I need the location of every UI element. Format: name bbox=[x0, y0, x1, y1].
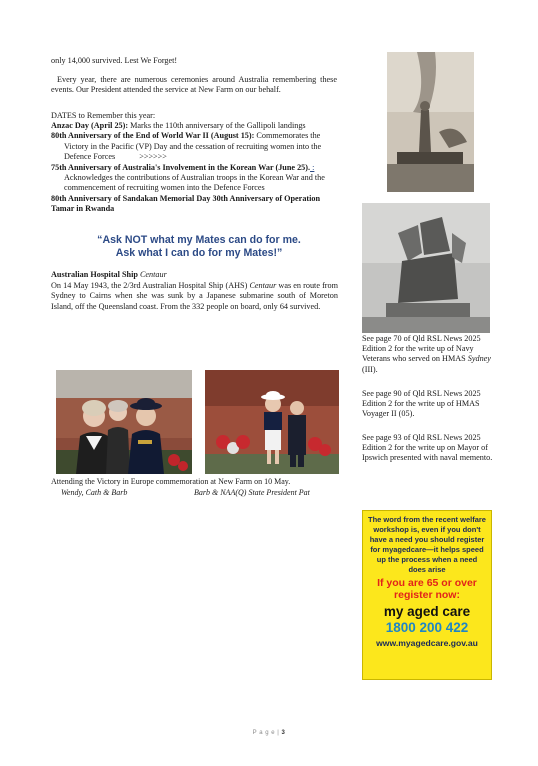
side-note-voyager: See page 90 of Qld RSL News 2025 Edition 2 for the write up of HMAS Voyager II (05). bbox=[362, 389, 481, 419]
centaur-body-1: On 14 May 1943, the 2/3rd Australian Hospital Ship (AHS) bbox=[51, 281, 250, 290]
side-note-text: See page 70 of Qld RSL News 2025 Edition 2 for the write up of Navy Veterans who served on HMAS bbox=[362, 334, 481, 364]
page-number: 3 bbox=[281, 730, 286, 736]
photo-wendy-cath-barb-graphic bbox=[56, 370, 192, 474]
myagedcare-advert bbox=[362, 510, 492, 680]
date-item-anzac bbox=[51, 121, 338, 131]
intro-line: only 14,000 survived. Lest We Forget! bbox=[51, 56, 178, 65]
date-item-korea bbox=[51, 163, 338, 194]
photo-caption: Attending the Victory in Europe commemoration at New Farm on 10 May. bbox=[51, 477, 291, 486]
memorial-sculpture-photo bbox=[387, 52, 474, 192]
side-note-navy bbox=[362, 334, 496, 375]
centaur-heading bbox=[51, 270, 341, 280]
advert-brand: my aged care bbox=[383, 604, 471, 619]
page-footer bbox=[0, 730, 538, 736]
page-label: P a g e bbox=[252, 730, 276, 736]
date-title: 75th Anniversary of Australia's Involvement in the Korean War (June 25). bbox=[51, 162, 311, 172]
centaur-body-italic: Centaur bbox=[249, 281, 277, 290]
advert-url: www.myagedcare.gov.au bbox=[376, 638, 478, 648]
date-item-ww2 bbox=[51, 131, 338, 162]
ceremonies-paragraph bbox=[51, 75, 337, 96]
advert-phone: 1800 200 422 bbox=[385, 620, 469, 635]
centaur-body-2: was en route from Sydney to Cairns when she was sunk by a Japanese submarine south of Moreton Island, off the Queensland coast. From the 332 people on board, only 64 survived. bbox=[51, 281, 338, 311]
page-separator: | bbox=[277, 730, 280, 736]
centaur-body bbox=[51, 281, 338, 312]
date-separator: : bbox=[310, 162, 315, 172]
dates-list bbox=[51, 121, 338, 215]
date-title: 80th Anniversary of Sandakan Memorial Day 30th Anniversary of Operation Tamar in Rwanda bbox=[51, 193, 321, 214]
date-text: Marks the 110th anniversary of the Gallipoli landings bbox=[128, 121, 306, 130]
photo-barb-and-pat bbox=[205, 370, 339, 474]
mates-quote: “Ask NOT what my Mates can do for me. Ask what I can do for my Mates!” bbox=[97, 234, 301, 259]
memorial-sculpture-photo-graphic bbox=[387, 52, 474, 192]
date-text: Commemorates the Victory in the Pacific (VP) Day and the cessation of recruiting women into the Defence Forces bbox=[64, 131, 322, 162]
advert-lead-text: The word from the recent welfare workshop is, even if you don't have a need you should register for myagedcare—it helps speed up the process when a need does arise bbox=[368, 515, 486, 574]
photo-barb-and-pat-graphic bbox=[205, 370, 339, 474]
centaur-heading-text: Australian Hospital Ship bbox=[51, 270, 140, 279]
date-title: Anzac Day (April 25): bbox=[51, 121, 129, 130]
arrows-marker: >>>>>> bbox=[139, 152, 167, 162]
advert-register-text: If you are 65 or over register now: bbox=[377, 577, 477, 601]
photo-names-right: Barb & NAA(Q) State President Pat bbox=[194, 488, 310, 497]
photo-wendy-cath-barb bbox=[56, 370, 192, 474]
hmas-memorial-photo bbox=[362, 203, 490, 333]
date-text: Acknowledges the contributions of Australian troops in the Korean War and the commencement of recruiting women into the Defence Forces bbox=[64, 173, 325, 193]
side-note-text-end: (III). bbox=[362, 364, 378, 374]
dates-heading: DATES to Remember this year: bbox=[51, 111, 156, 120]
side-note-ipswich: See page 93 of Qld RSL News 2025 Edition 2 for the write up on Mayor of Ipswich presented with naval memento. bbox=[362, 433, 493, 463]
date-item-sandakan bbox=[51, 194, 338, 215]
photo-names-left: Wendy, Cath & Barb bbox=[61, 488, 128, 497]
side-note-italic: Sydney bbox=[467, 354, 491, 364]
date-title: 80th Anniversary of the End of World War II (August 15): bbox=[51, 131, 255, 141]
hmas-memorial-photo-graphic bbox=[362, 203, 490, 333]
centaur-heading-italic: Centaur bbox=[139, 270, 167, 279]
ceremonies-text: Every year, there are numerous ceremonies around Australia remembering these events. Our President attended the service at New Farm on our behalf. bbox=[51, 75, 337, 95]
